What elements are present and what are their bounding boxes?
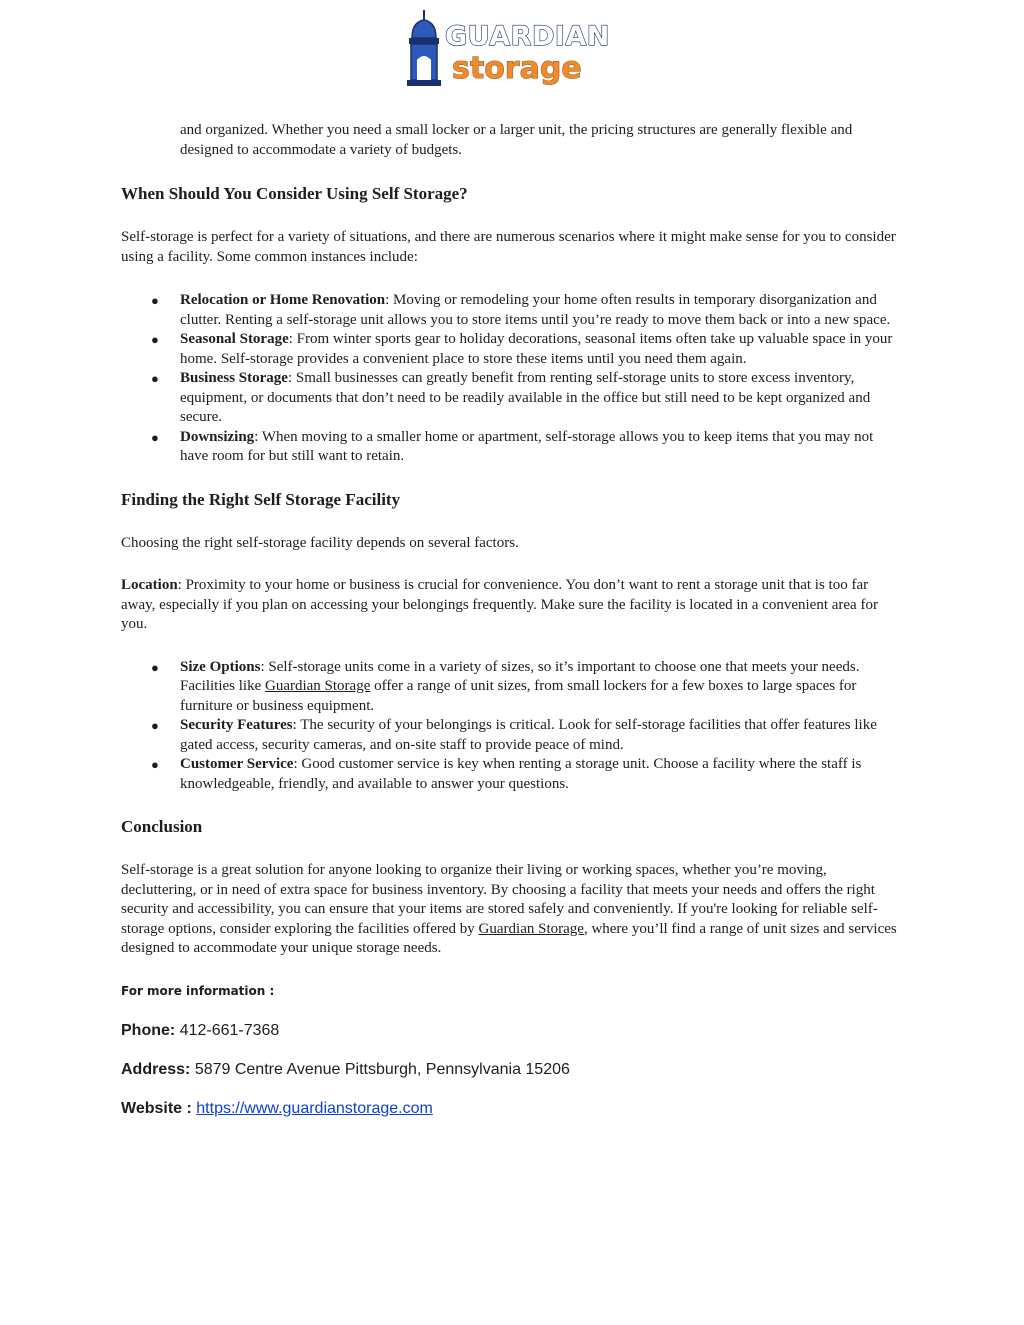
section-paragraph-when: Self-storage is perfect for a variety of situations, and there are numerous scenarios where it might make sense for you to consider using a facility. Some common instances include: <box>121 229 896 265</box>
list-item <box>121 716 905 755</box>
list-item <box>121 755 905 794</box>
website-line <box>121 1099 905 1119</box>
logo-brand-top: GUARDIAN <box>445 21 610 52</box>
section-heading-when: When Should You Consider Using Self Storage? <box>121 184 468 203</box>
phone-value: 412-661-7368 <box>179 1021 280 1039</box>
list-item-text: : Moving or remodeling your home often results in temporary disorganization and clutter. Renting a self-storage unit allows you to store items until you’re ready to move them back or into a new space. <box>180 292 891 328</box>
guardian-storage-logo <box>402 8 622 92</box>
website-link[interactable]: https://www.guardianstorage.com <box>196 1099 433 1117</box>
logo-graphic <box>402 8 622 92</box>
list-item-term: Business Storage <box>180 370 288 386</box>
bullet-icon: ● <box>151 718 159 733</box>
list-item <box>121 291 905 330</box>
bullet-icon: ● <box>151 757 159 772</box>
more-info-label: For more information : <box>121 983 275 998</box>
list-item-term: Relocation or Home Renovation <box>180 292 386 308</box>
bullet-icon: ● <box>151 659 159 675</box>
list-factors <box>121 658 905 795</box>
document-body <box>121 121 905 1119</box>
list-item <box>121 369 905 428</box>
phone-line <box>121 1021 905 1041</box>
logo-brand-bottom: storage <box>452 51 582 86</box>
guardian-storage-link[interactable]: Guardian Storage <box>478 920 584 937</box>
bullet-icon: ● <box>151 429 159 445</box>
list-item <box>121 428 905 467</box>
bullet-icon: ● <box>151 371 159 386</box>
list-item <box>121 658 905 717</box>
bullet-icon: ● <box>151 293 159 308</box>
list-item-term: Customer Service <box>180 756 294 772</box>
list-item-term: Security Features <box>180 717 293 733</box>
conclusion-text: Self-storage is a great solution for anyone looking to organize their living or working spaces, whether you’re moving, decluttering, or in need of extra space for business inventory. By choosing a facility that meets your needs and offers the right security and accessibility, you can ensure that your items are stored safely and conveniently. If you're looking for reliable self-storage options, consider exploring the facilities offered by <box>121 862 878 937</box>
location-term: Location <box>121 577 178 593</box>
address-line <box>121 1060 905 1080</box>
tower-icon <box>407 10 441 86</box>
bullet-icon: ● <box>151 332 159 347</box>
list-item-term: Size Options <box>180 658 261 675</box>
section-heading-finding: Finding the Right Self Storage Facility <box>121 489 401 509</box>
list-item-text: : When moving to a smaller home or apartment, self-storage allows you to keep items that you may not have room for but still want to retain. <box>180 428 874 464</box>
list-item-text: : From winter sports gear to holiday decorations, seasonal items often take up valuable space in your home. Self-storage provides a convenient place to store these items until you need them again. <box>180 331 893 367</box>
list-item-term: Seasonal Storage <box>180 331 289 347</box>
conclusion-text: , where you’ll find a range of unit sizes and services designed to accommodate your unique storage needs. <box>121 920 897 956</box>
location-text: : Proximity to your home or business is crucial for convenience. You don’t want to rent a storage unit that is too far away, especially if you plan on accessing your belongings frequently. Make sure the facility is located in a convenient area for you. <box>121 577 878 632</box>
conclusion-paragraph <box>121 861 905 959</box>
list-item <box>121 330 905 369</box>
address-label: Address: <box>121 1060 191 1078</box>
section-heading-conclusion: Conclusion <box>121 817 203 836</box>
list-item-text: : Self-storage units come in a variety of sizes, so it’s important to choose one that meets your needs. Facilities like <box>180 658 860 694</box>
list-item-text: offer a range of unit sizes, from small lockers for a few boxes to large spaces for furniture or business equipment. <box>180 678 857 714</box>
list-item-text: : Small businesses can greatly benefit from renting self-storage units to store excess inventory, equipment, or documents that don’t need to be readily available in the office but still need to be kept organized and secure. <box>180 370 871 425</box>
phone-label: Phone: <box>121 1021 176 1039</box>
list-when <box>121 291 905 467</box>
guardian-storage-link[interactable]: Guardian Storage <box>264 678 371 694</box>
address-value: 5879 Centre Avenue Pittsburgh, Pennsylvania 15206 <box>194 1060 570 1078</box>
list-item-text: : Good customer service is key when renting a storage unit. Choose a facility where the staff is knowledgeable, friendly, and available to answer your questions. <box>180 756 862 792</box>
list-item-text: : The security of your belongings is critical. Look for self-storage facilities that offer features like gated access, security cameras, and on-site staff to provide peace of mind. <box>180 717 877 753</box>
list-item-term: Downsizing <box>180 428 255 445</box>
intro-continuation: and organized. Whether you need a small locker or a larger unit, the pricing structures are generally flexible and designed to accommodate a variety of budgets. <box>180 122 853 158</box>
website-label: Website : <box>121 1099 192 1117</box>
section-paragraph-finding: Choosing the right self-storage facility depends on several factors. <box>121 534 519 551</box>
location-paragraph <box>121 576 905 635</box>
